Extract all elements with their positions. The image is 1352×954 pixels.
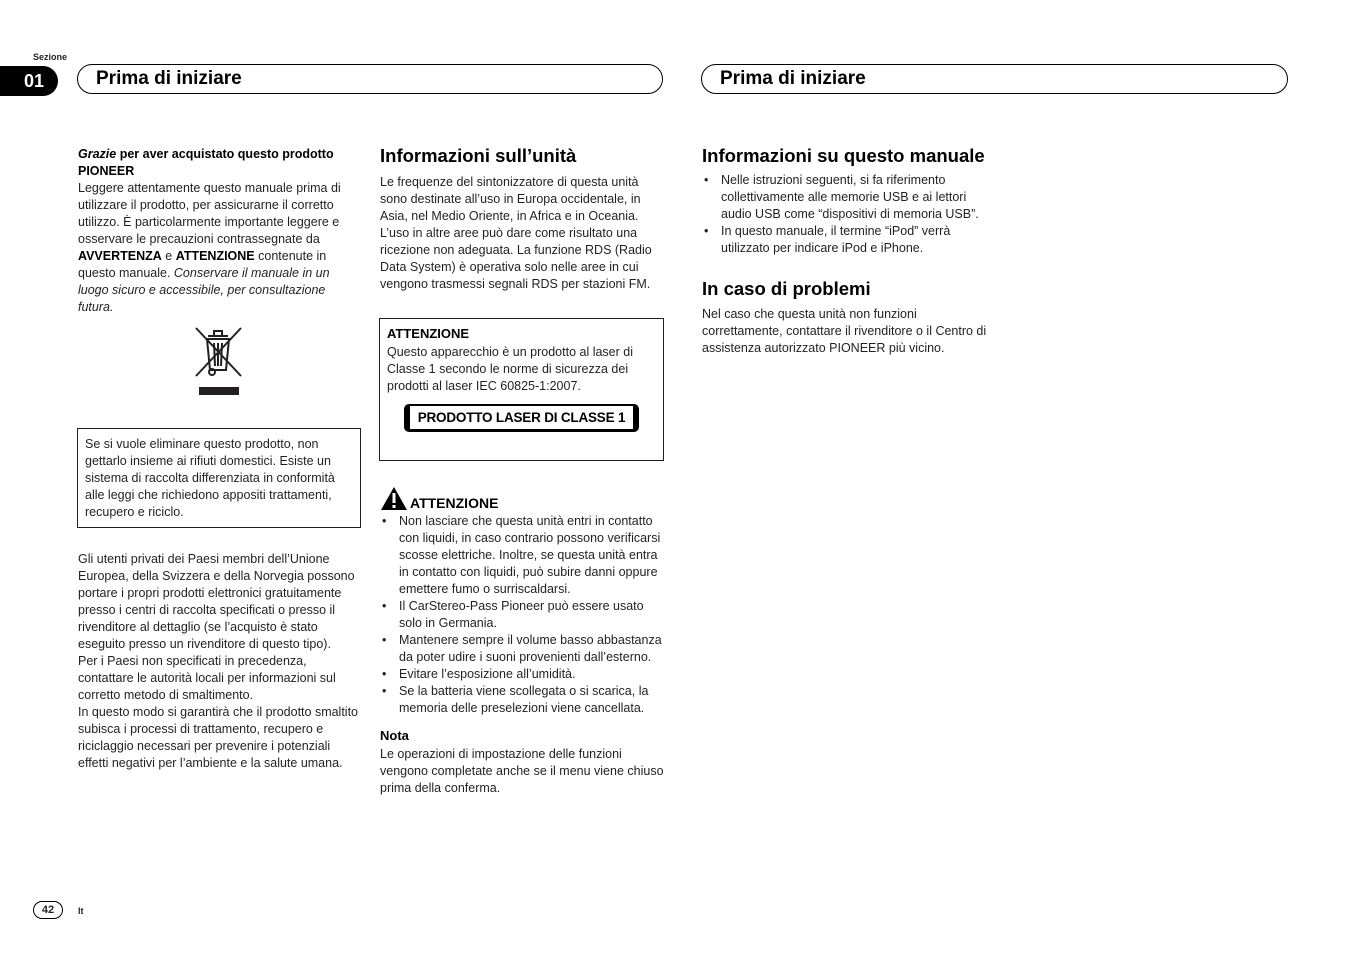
troubleshooting-paragraph: Nel caso che questa unità non funzioni correttamente, contattare il rivenditore o il Centro di assistenza autorizzato PIONEER più vicino. — [702, 307, 987, 355]
list-item: • Evitare l’esposizione all’umidità. — [380, 666, 664, 683]
list-item: • Mantenere sempre il volume basso abbastanza da poter udire i suoni provenienti dall’esterno. — [380, 632, 664, 666]
intro-italic: Grazie — [78, 147, 117, 161]
warning-triangle-icon — [380, 486, 408, 511]
avvertenza-word: AVVERTENZA — [78, 249, 162, 263]
list-item: • In questo manuale, il termine “iPod” verrà utilizzato per indicare iPod e iPhone. — [702, 223, 988, 257]
manual-info-heading: Informazioni su questo manuale — [702, 145, 985, 166]
disposal-paragraph-3: In questo modo si garantirà che il prodotto smaltito subisca i processi di trattamento, recupero e riciclaggio necessari per prevenire i potenziali effetti negativi per l’ambiente e la salute umana. — [78, 705, 359, 770]
caution-title: ATTENZIONE — [410, 495, 499, 511]
page-header-right — [701, 64, 1288, 94]
column-3 — [702, 144, 988, 357]
intro-text-a: Leggere attentamente questo manuale prima di utilizzare il prodotto, per assicurarne il corretto utilizzo. È particolarmente importante leggere e osservare le precauzioni contrassegnate da — [78, 181, 341, 246]
nota-text: Le operazioni di impostazione delle funzioni vengono completate anche se il menu viene chiuso prima della conferma. — [380, 747, 664, 795]
weee-notice-text: Se si vuole eliminare questo prodotto, non gettarlo insieme ai rifiuti domestici. Esiste un sistema di raccolta differenziata in conformità alle leggi che richiedono appositi trattamenti, recupero e riciclo. — [85, 437, 335, 519]
caution-list — [380, 513, 664, 717]
intro-brand: PIONEER — [78, 164, 135, 178]
intro-text-e: e — [161, 249, 176, 263]
page-header-left — [77, 64, 663, 94]
caution-section — [380, 486, 664, 797]
unit-info-paragraph: Le frequenze del sintonizzatore di questa unità sono destinate all’uso in Europa occidentale, in Asia, nel Medio Oriente, in Africa e in Oceania. L’uso in altre aree può dare come risultato una ricezione non adeguata. La funzione RDS (Radio Data System) è operativa solo nelle aree in cui vengono trasmessi segnali RDS per stazioni FM. — [380, 175, 652, 291]
intro-italic-note: Conservare il manuale in un luogo sicuro e accessibile, per consultazione futura. — [78, 266, 330, 314]
column-1 — [78, 146, 360, 316]
intro-paragraph — [78, 180, 360, 316]
page-title-left: Prima di iniziare — [96, 68, 242, 89]
section-number-badge: 01 — [0, 66, 58, 96]
page-title-right: Prima di iniziare — [720, 68, 866, 89]
laser-caution-title: ATTENZIONE — [387, 326, 470, 341]
attenzione-word: ATTENZIONE — [175, 249, 255, 263]
weee-notice-box — [77, 428, 361, 528]
list-item: • Nelle istruzioni seguenti, si fa riferimento collettivamente alle memorie USB e ai lettori audio USB come “dispositivi di memoria USB”. — [702, 172, 988, 223]
disposal-paragraph-1: Gli utenti privati dei Paesi membri dell’Unione Europea, della Svizzera e della Norvegia possono portare i propri prodotti elettronici gratuitamente presso i centri di raccolta specificati o presso il rivenditore al dettaglio (se l’acquisto è stato eseguito presso un rivenditore di questo tipo). — [78, 552, 355, 651]
laser-class-label-text: PRODOTTO LASER DI CLASSE 1 — [410, 406, 634, 429]
section-label: Sezione — [33, 52, 68, 62]
laser-caution-box — [379, 318, 664, 461]
nota-title: Nota — [380, 728, 409, 743]
intro-bold: per aver acquistato questo prodotto — [116, 147, 334, 161]
intro-text-b: contenute in questo manuale. — [78, 249, 327, 280]
unit-info-heading: Informazioni sull’unità — [380, 145, 577, 166]
disposal-paragraphs — [78, 551, 361, 772]
laser-class-label — [404, 404, 640, 432]
list-item: • Se la batteria viene scollegata o si scarica, la memoria delle preselezioni viene cancellata. — [380, 683, 664, 717]
list-item: • Il CarStereo-Pass Pioneer può essere usato solo in Germania. — [380, 598, 664, 632]
language-code: It — [78, 906, 84, 916]
list-item: • Non lasciare che questa unità entri in contatto con liquidi, in caso contrario possono verificarsi scosse elettriche. Inoltre, se questa unità entra in contatto con liquidi, può subire danni oppure emettere fumo o surriscaldarsi. — [380, 513, 664, 598]
laser-caution-text: Questo apparecchio è un prodotto al laser di Classe 1 secondo le norme di sicurezza dei prodotti al laser IEC 60825-1:2007. — [387, 345, 633, 393]
disposal-paragraph-2: Per i Paesi non specificati in precedenza, contattare le autorità locali per informazioni sul corretto metodo di smaltimento. — [78, 654, 336, 702]
page-number: 42 — [33, 901, 63, 919]
crossed-out-wheelie-bin-icon — [194, 326, 244, 398]
manual-info-list — [702, 172, 988, 257]
troubleshooting-heading: In caso di problemi — [702, 278, 871, 299]
column-2 — [380, 144, 664, 293]
